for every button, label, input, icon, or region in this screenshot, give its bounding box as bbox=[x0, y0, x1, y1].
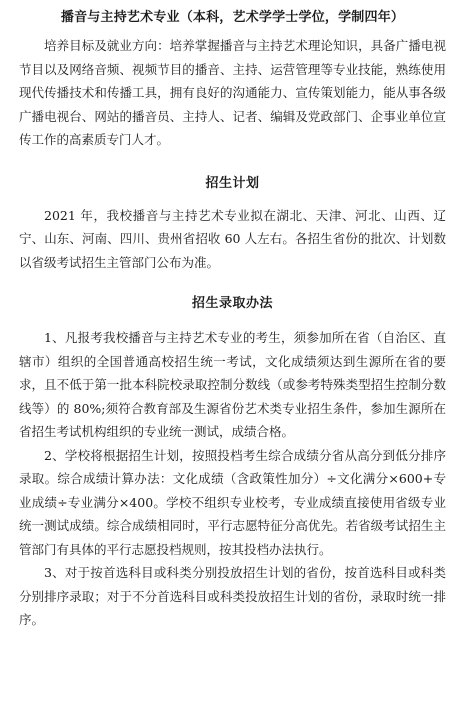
enrollment-plan-title: 招生计划 bbox=[205, 175, 260, 191]
admission-rule-3: 3、对于按首选科目或科类分别投放招生计划的省份，按首选科目或科类分别排序录取；对于不分首选科目或科类投放招生计划的省份，录取时统一排序。 bbox=[19, 565, 446, 627]
training-goal-paragraph: 培养目标及就业方向：培养掌握播音与主持艺术理论知识，具备广播电视节目以及网络音频、视频节目的播音、主持、运营管理等专业技能，熟练使用现代传播技术和传播工具，拥有良好的沟通能力、宣传策划能力，能从事各级广播电视台、网站的播音员、主持人、记者、编辑及党政部门、企事业单位宣传工作的高素质专门人才。 bbox=[19, 38, 446, 147]
admission-rule-2: 2、学校将根据招生计划，按照投档考生综合成绩分省从高分到低分排序录取。综合成绩计算办法：文化成绩（含政策性加分）÷文化满分×600+专业成绩÷专业满分×400。学校不组织专业校考，专业成绩直接使用省级专业统一测试成绩。综合成绩相同时，平行志愿特征分高优先。若省级考试招生主管部门有具体的平行志愿投档规则，按其投档办法执行。 bbox=[19, 447, 446, 557]
enrollment-plan-paragraph: 2021 年，我校播音与主持艺术专业拟在湖北、天津、河北、山西、辽宁、山东、河南、四川、贵州省招收 60 人左右。各招生省份的批次、计划数以省级考试招生主管部门公布为准。 bbox=[19, 207, 446, 270]
admission-method-title: 招生录取办法 bbox=[191, 296, 273, 311]
admission-rule-1: 1、凡报考我校播音与主持艺术专业的考生，须参加所在省（自治区、直辖市）组织的全国普通高校招生统一考试，文化成绩须达到生源所在省的要求，且不低于第一批本科院校录取控制分数线（或参考特殊类型招生控制分数线等）的 80%;须符合教育部及生源省份艺术类专业招生条件，参加生源所在省招生考试机构组织的专业统一测试，成绩合格。 bbox=[19, 330, 446, 439]
major-heading: 播音与主持艺术专业（本科，艺术学学士学位，学制四年） bbox=[60, 10, 405, 25]
